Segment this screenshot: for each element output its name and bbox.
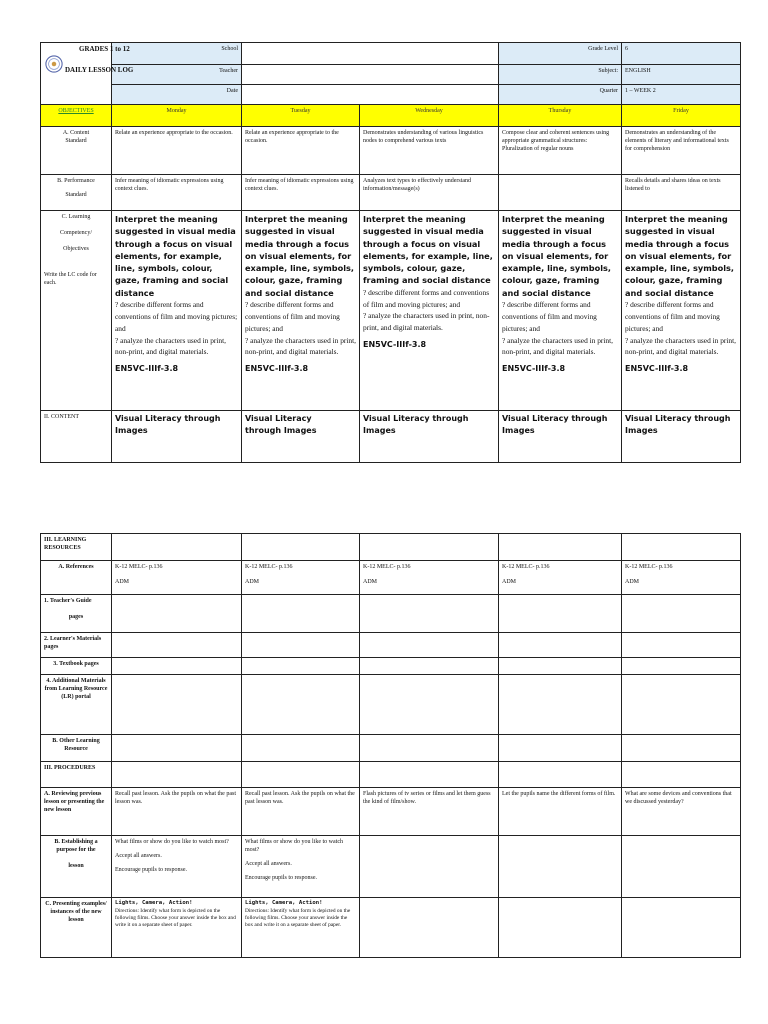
procedures-label: III. PROCEDURES [41, 762, 112, 788]
purpose-line-1: B. Establishing a purpose for the [54, 839, 98, 854]
subject-label: Subject: [499, 65, 622, 85]
purpose-label [41, 836, 112, 898]
references-wednesday [360, 561, 499, 595]
content-standard-tuesday: Relate an experience appropriate to the occasion. [242, 127, 360, 175]
quarter-label: Quarter [499, 85, 622, 105]
purpose-tuesday [242, 836, 360, 898]
date-label: Date [112, 85, 242, 105]
lc-bullet-2: ? analyze the characters used in print, non-print, and digital materials. [115, 335, 227, 357]
lc-code: EN5VC-IIIf-3.8 [502, 364, 566, 374]
teacher-value[interactable] [242, 65, 499, 85]
presenting-directions: Directions: Identify what form is depicted on the following films. Choose your answer inside the box and write it on a separate sheet of paper. [245, 907, 351, 929]
performance-standard-wednesday: Analyzes text types to effectively understand information/message(s) [360, 175, 499, 211]
purpose-accept: Accept all answers. [245, 861, 292, 868]
daily-lesson-log-title: DAILY LESSON LOG [65, 66, 134, 74]
content-standard-thursday: Compose clear and coherent sentences using appropriate grammatical structures: Pluralization of regular nouns [499, 127, 622, 175]
lr-monday [112, 534, 242, 561]
purpose-question: What films or show do you like to watch most? [245, 839, 343, 854]
reviewing-friday: What are some devices and conventions that we discussed yesterday? [622, 788, 741, 836]
lr-wednesday [360, 534, 499, 561]
performance-standard-tuesday: Infer meaning of idiomatic expressions using context clues. [242, 175, 360, 211]
performance-standard-label [41, 175, 112, 211]
day-header-wednesday: Wednesday [360, 105, 499, 127]
day-header-monday: Monday [112, 105, 242, 127]
lr-tuesday [242, 534, 360, 561]
lc-code-note: Write the LC code for each. [44, 272, 97, 287]
lc-main: Interpret the meaning suggested in visual media through a focus on visual elements, for example, line, symbols, colour, gaze, framing and social distance [115, 214, 236, 298]
ref-line-1: K-12 MELC- p.136 [363, 564, 411, 570]
lc-main: Interpret the meaning suggested in visual media through a focus on visual elements, for example, line, symbols, colour, gaze, framing and social distance [502, 214, 612, 298]
lc-bullet-1: ? describe different forms and conventions of film and moving pictures; and [115, 300, 238, 333]
presenting-title: Lights, Camera, Action! [115, 900, 193, 906]
lc-bullet-2: ? analyze the characters used in print, non-print, and digital materials. [363, 311, 490, 333]
lc-bullet-2: ? analyze the characters used in print, non-print, and digital materials. [245, 335, 357, 357]
other-resources-label: B. Other Learning Resource [41, 735, 112, 762]
subject-value: ENGLISH [622, 65, 741, 85]
grade-level-value: 6 [622, 43, 741, 65]
ref-line-1: K-12 MELC- p.136 [115, 564, 163, 570]
lc-cell-friday [622, 211, 741, 411]
reviewing-monday: Recall past lesson. Ask the pupils on what the past lesson was. [112, 788, 242, 836]
ref-line-2: ADM [502, 579, 517, 586]
references-thursday [499, 561, 622, 595]
lc-code: EN5VC-IIIf-3.8 [245, 364, 309, 374]
performance-label-line1: B. Performance [57, 178, 95, 184]
references-friday [622, 561, 741, 595]
additional-materials-label: 4. Additional Materials from Learning Resource (LR) portal [41, 675, 112, 735]
content-standard-wednesday: Demonstrates understanding of various linguistics nodes to comprehend various texts [360, 127, 499, 175]
lc-main: Interpret the meaning suggested in visual media through a focus on visual elements, for example, line, symbols, colour, gaze, framing and social distance [363, 214, 493, 286]
performance-label-line2: Standard [65, 192, 87, 199]
reviewing-label: A. Reviewing previous lesson or presenting the new lesson [41, 788, 112, 836]
presenting-directions: Directions: Identify what form is depicted on the following films. Choose your answer inside the box and write it on a separate sheet of paper. [115, 907, 236, 929]
presenting-tuesday [242, 898, 360, 958]
lc-cell-tuesday [242, 211, 360, 411]
lr-thursday [499, 534, 622, 561]
day-header-tuesday: Tuesday [242, 105, 360, 127]
quarter-value: 1 – WEEK 2 [622, 85, 741, 105]
lc-bullet-1: ? describe different forms and conventions of film and moving pictures; and [245, 300, 340, 333]
learning-competency-label [41, 211, 112, 411]
reviewing-thursday: Let the pupils name the different forms of film. [499, 788, 622, 836]
content-monday: Visual Literacy through Images [112, 411, 242, 463]
performance-standard-friday: Recalls details and shares ideas on texts listened to [622, 175, 741, 211]
content-standard-friday: Demonstrates an understanding of the elements of literary and informational texts for comprehension [622, 127, 741, 175]
tg-line-1: 1. Teacher's Guide [44, 598, 92, 604]
lr-friday [622, 534, 741, 561]
teachers-guide-label [41, 595, 112, 633]
content-friday: Visual Literacy through Images [622, 411, 741, 463]
lc-bullet-1: ? describe different forms and conventions of film and moving pictures; and [502, 300, 597, 333]
logo-cell [41, 43, 134, 105]
lc-label-line1: C. Learning [61, 214, 91, 220]
day-header-friday: Friday [622, 105, 741, 127]
lc-bullet-1: ? describe different forms and conventions of film and moving pictures; and [363, 287, 490, 309]
presenting-monday [112, 898, 242, 958]
lc-bullet-2: ? analyze the characters used in print, non-print, and digital materials. [625, 335, 737, 357]
date-value[interactable] [242, 85, 499, 105]
objectives-header: OBJECTIVES [41, 105, 112, 127]
purpose-line-2: lesson [68, 863, 84, 870]
lc-cell-monday [112, 211, 242, 411]
lc-cell-wednesday [360, 211, 499, 411]
teacher-label: Teacher [112, 65, 242, 85]
lc-cell-thursday [499, 211, 622, 411]
tg-line-2: pages [68, 614, 84, 621]
lesson-log-header-table [40, 42, 741, 463]
lc-main: Interpret the meaning suggested in visual media through a focus on visual elements, for example, line, symbols, colour, gaze, framing and social distance [625, 214, 735, 298]
lc-code: EN5VC-IIIf-3.8 [363, 340, 427, 350]
lc-bullet-1: ? describe different forms and conventions of film and moving pictures; and [625, 300, 720, 333]
deped-seal-icon [45, 55, 63, 73]
lc-code: EN5VC-IIIf-3.8 [115, 364, 179, 374]
learning-resources-table [40, 533, 741, 958]
content-thursday: Visual Literacy through Images [499, 411, 622, 463]
references-monday [112, 561, 242, 595]
references-tuesday [242, 561, 360, 595]
ref-line-2: ADM [363, 579, 378, 586]
ref-line-2: ADM [245, 579, 260, 586]
ref-line-1: K-12 MELC- p.136 [625, 564, 673, 570]
performance-standard-monday: Infer meaning of idiomatic expressions using context clues. [112, 175, 242, 211]
presenting-label: C. Presenting examples/ instances of the new lesson [41, 898, 112, 958]
lc-main: Interpret the meaning suggested in visual media through a focus on visual elements, for example, line, symbols, colour, gaze, framing and social distance [245, 214, 355, 298]
school-value[interactable] [242, 43, 499, 65]
learning-resources-label: III. LEARNING RESOURCES [41, 534, 112, 561]
purpose-encourage: Encourage pupils to response. [245, 875, 317, 882]
content-wednesday: Visual Literacy through Images [360, 411, 499, 463]
school-label: School [112, 43, 242, 65]
ref-line-1: K-12 MELC- p.136 [502, 564, 550, 570]
presenting-title: Lights, Camera, Action! [245, 900, 323, 906]
purpose-monday [112, 836, 242, 898]
lc-label-line3: Objectives [63, 246, 89, 253]
lc-bullet-2: ? analyze the characters used in print, non-print, and digital materials. [502, 335, 614, 357]
performance-standard-thursday [499, 175, 622, 211]
reviewing-wednesday: Flash pictures of tv series or films and let them guess the kind of film/show. [360, 788, 499, 836]
learners-materials-label: 2. Learner's Materials pages [41, 633, 112, 658]
purpose-accept: Accept all answers. [115, 853, 162, 860]
lc-label-line2: Competency/ [60, 230, 92, 237]
grades-title: GRADES 1 to 12 [79, 45, 130, 53]
grade-level-label: Grade Level [499, 43, 622, 65]
ref-line-1: K-12 MELC- p.136 [245, 564, 293, 570]
day-header-thursday: Thursday [499, 105, 622, 127]
content-label: II. CONTENT [41, 411, 112, 463]
purpose-encourage: Encourage pupils to response. [115, 867, 187, 874]
content-tuesday: Visual Literacy through Images [242, 411, 360, 463]
lc-code: EN5VC-IIIf-3.8 [625, 364, 689, 374]
content-standard-monday: Relate an experience appropriate to the occasion. [112, 127, 242, 175]
purpose-question: What films or show do you like to watch most? [115, 839, 229, 845]
content-standard-label: A. Content Standard [41, 127, 112, 175]
textbook-pages-label: 3. Textbook pages [41, 658, 112, 675]
references-label: A. References [41, 561, 112, 595]
reviewing-tuesday: Recall past lesson. Ask the pupils on what the past lesson was. [242, 788, 360, 836]
ref-line-2: ADM [115, 579, 130, 586]
ref-line-2: ADM [625, 579, 640, 586]
